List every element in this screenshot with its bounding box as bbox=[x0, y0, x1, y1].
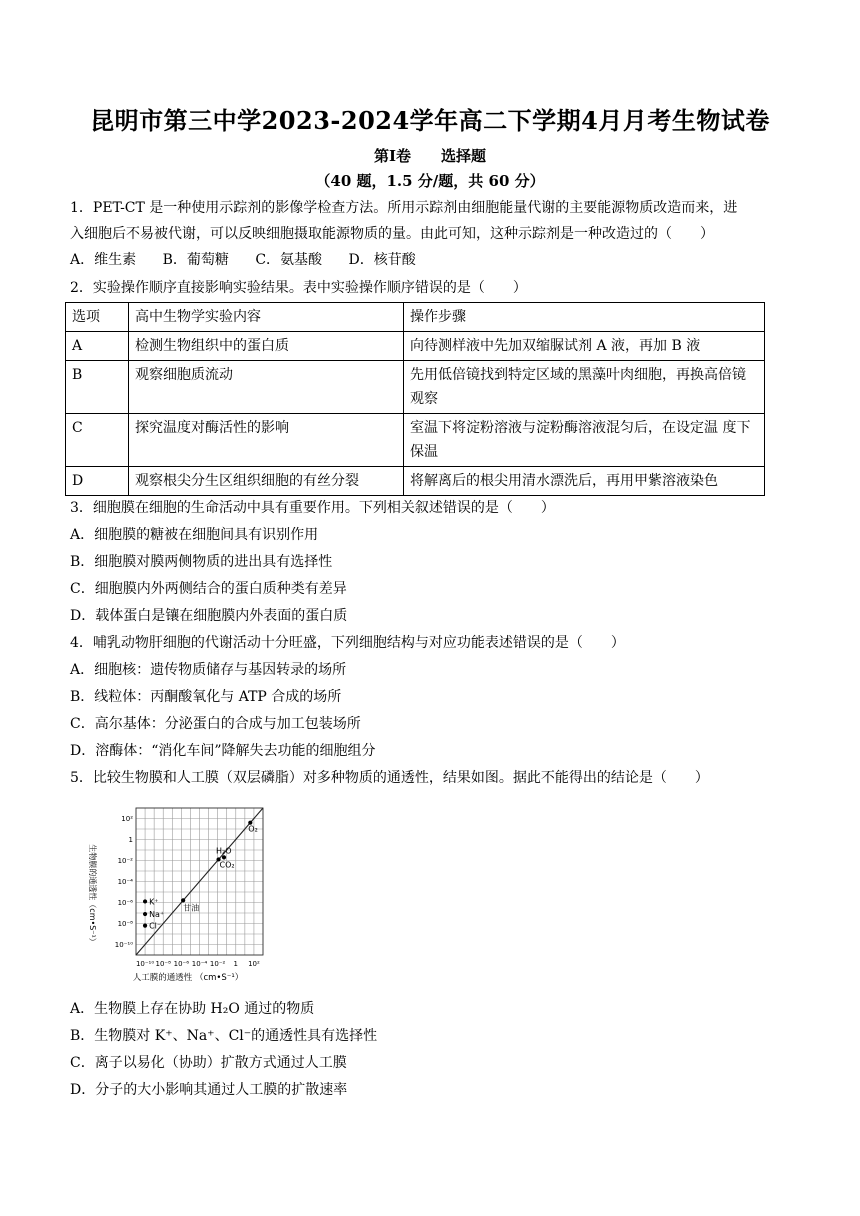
q3-option-b[interactable]: B．细胞膜对膜两侧物质的进出具有选择性 bbox=[70, 554, 333, 570]
data-point-label: 甘油 bbox=[183, 903, 200, 913]
q1-option-d[interactable]: D．核苷酸 bbox=[348, 252, 416, 268]
section-heading bbox=[0, 145, 860, 166]
scoring-info: （40 题，1.5 分/题，共 60 分） bbox=[315, 172, 545, 190]
permeability-chart bbox=[78, 800, 278, 985]
table-row bbox=[66, 332, 765, 361]
data-point-label: Na⁺ bbox=[149, 910, 165, 920]
q3-option-c[interactable]: C．细胞膜内外两侧结合的蛋白质种类有差异 bbox=[70, 581, 347, 597]
data-point-label: K⁺ bbox=[149, 897, 159, 907]
data-point bbox=[143, 912, 147, 916]
chart-svg bbox=[78, 800, 278, 985]
q5-stem: 5．比较生物膜和人工膜（双层磷脂）对多种物质的通透性，结果如图。据此不能得出的结论是（ ） bbox=[70, 770, 709, 786]
table-cell: 将解离后的根尖用清水漂洗后，再用甲紫溶液染色 bbox=[404, 467, 765, 496]
q4-option-c[interactable]: C．高尔基体：分泌蛋白的合成与加工包装场所 bbox=[70, 716, 361, 732]
table-header-cell: 高中生物学实验内容 bbox=[129, 303, 404, 332]
table-cell: C bbox=[66, 414, 129, 467]
y-tick-label: 1 bbox=[128, 836, 133, 844]
data-point bbox=[143, 899, 147, 903]
y-tick-label: 10⁻¹⁰ bbox=[114, 941, 133, 949]
q1-option-b[interactable]: B．葡萄糖 bbox=[162, 252, 229, 268]
q2-table bbox=[65, 302, 765, 496]
data-point-label: H₂O bbox=[215, 846, 232, 856]
q4-stem: 4．哺乳动物肝细胞的代谢活动十分旺盛，下列细胞结构与对应功能表述错误的是（ ） bbox=[70, 635, 625, 651]
q5-option-a[interactable]: A．生物膜上存在协助 H₂O 通过的物质 bbox=[70, 1001, 315, 1017]
data-point-label: O₂ bbox=[248, 824, 258, 834]
q4-option-d[interactable]: D．溶酶体：“消化车间”降解失去功能的细胞组分 bbox=[70, 743, 376, 759]
table-cell: 室温下将淀粉溶液与淀粉酶溶液混匀后，在设定温 度下保温 bbox=[404, 414, 765, 467]
q1-options bbox=[70, 248, 800, 272]
section-name: 选择题 bbox=[441, 147, 487, 165]
table-row bbox=[66, 467, 765, 496]
table-header-cell: 操作步骤 bbox=[404, 303, 765, 332]
q4-option-a[interactable]: A．细胞核：遗传物质储存与基因转录的场所 bbox=[70, 662, 347, 678]
table-cell: 探究温度对酶活性的影响 bbox=[129, 414, 404, 467]
q3-option-d[interactable]: D．载体蛋白是镶在细胞膜内外表面的蛋白质 bbox=[70, 608, 348, 624]
q2-stem: 2．实验操作顺序直接影响实验结果。表中实验操作顺序错误的是（ ） bbox=[70, 280, 527, 296]
page-title: 昆明市第三中学2023-2024学年高二下学期4月月考生物试卷 bbox=[90, 106, 770, 135]
y-tick-label: 10² bbox=[121, 815, 133, 823]
data-point bbox=[143, 924, 147, 928]
q5-option-c[interactable]: C．离子以易化（协助）扩散方式通过人工膜 bbox=[70, 1055, 347, 1071]
x-axis-label: 人工膜的通透性 （cm•S⁻¹） bbox=[132, 973, 244, 983]
q1-stem-line1: 1．PET-CT 是一种使用示踪剂的影像学检查方法。所用示踪剂由细胞能量代谢的主要能源物质改造而来，进 bbox=[70, 200, 738, 216]
table-cell: 向待测样液中先加双缩脲试剂 A 液，再加 B 液 bbox=[404, 332, 765, 361]
x-tick-label: 10² bbox=[248, 960, 260, 968]
table-cell: A bbox=[66, 332, 129, 361]
table-cell: D bbox=[66, 467, 129, 496]
table-cell: 观察细胞质流动 bbox=[129, 361, 404, 414]
table-row bbox=[66, 361, 765, 414]
table-header-row bbox=[66, 303, 765, 332]
x-tick-label: 1 bbox=[233, 960, 239, 968]
data-point-label: CO₂ bbox=[219, 860, 235, 870]
data-point bbox=[181, 898, 185, 902]
x-tick-label: 10⁻⁸ bbox=[155, 960, 171, 968]
table-row bbox=[66, 414, 765, 467]
q5-option-d[interactable]: D．分子的大小影响其通过人工膜的扩散速率 bbox=[70, 1082, 348, 1098]
q1-stem-line2: 入细胞后不易被代谢，可以反映细胞摄取能源物质的量。由此可知，这种示踪剂是一种改造过的（ ） bbox=[70, 226, 714, 242]
table-cell: 先用低倍镜找到特定区域的黑藻叶肉细胞，再换高倍镜观察 bbox=[404, 361, 765, 414]
x-tick-label: 10⁻⁴ bbox=[191, 960, 208, 968]
table-header-cell: 选项 bbox=[66, 303, 129, 332]
q1-option-c[interactable]: C．氨基酸 bbox=[255, 252, 323, 268]
table-cell: 检测生物组织中的蛋白质 bbox=[129, 332, 404, 361]
x-tick-label: 10⁻² bbox=[209, 960, 226, 968]
q5-option-b[interactable]: B．生物膜对 K⁺、Na⁺、Cl⁻的通透性具有选择性 bbox=[70, 1028, 378, 1044]
q4-option-b[interactable]: B．线粒体：丙酮酸氧化与 ATP 合成的场所 bbox=[70, 689, 342, 705]
y-tick-label: 10⁻⁶ bbox=[117, 899, 133, 907]
table-cell: B bbox=[66, 361, 129, 414]
x-tick-label: 10⁻⁶ bbox=[173, 960, 190, 968]
y-axis-label: 生物膜的通透性（cm•S⁻¹） bbox=[88, 844, 97, 946]
q1-option-a[interactable]: A．维生素 bbox=[70, 252, 137, 268]
section-label: 第Ⅰ卷 bbox=[373, 147, 411, 165]
q3-option-a[interactable]: A．细胞膜的糖被在细胞间具有识别作用 bbox=[70, 527, 319, 543]
q3-stem: 3．细胞膜在细胞的生命活动中具有重要作用。下列相关叙述错误的是（ ） bbox=[70, 500, 555, 516]
data-point-label: Cl⁻ bbox=[149, 921, 162, 931]
data-point bbox=[222, 855, 226, 859]
y-tick-label: 10⁻⁸ bbox=[117, 920, 133, 928]
table-cell: 观察根尖分生区组织细胞的有丝分裂 bbox=[129, 467, 404, 496]
y-tick-label: 10⁻⁴ bbox=[117, 878, 133, 886]
y-tick-label: 10⁻² bbox=[117, 857, 133, 865]
x-tick-label: 10⁻¹⁰ bbox=[135, 960, 155, 968]
